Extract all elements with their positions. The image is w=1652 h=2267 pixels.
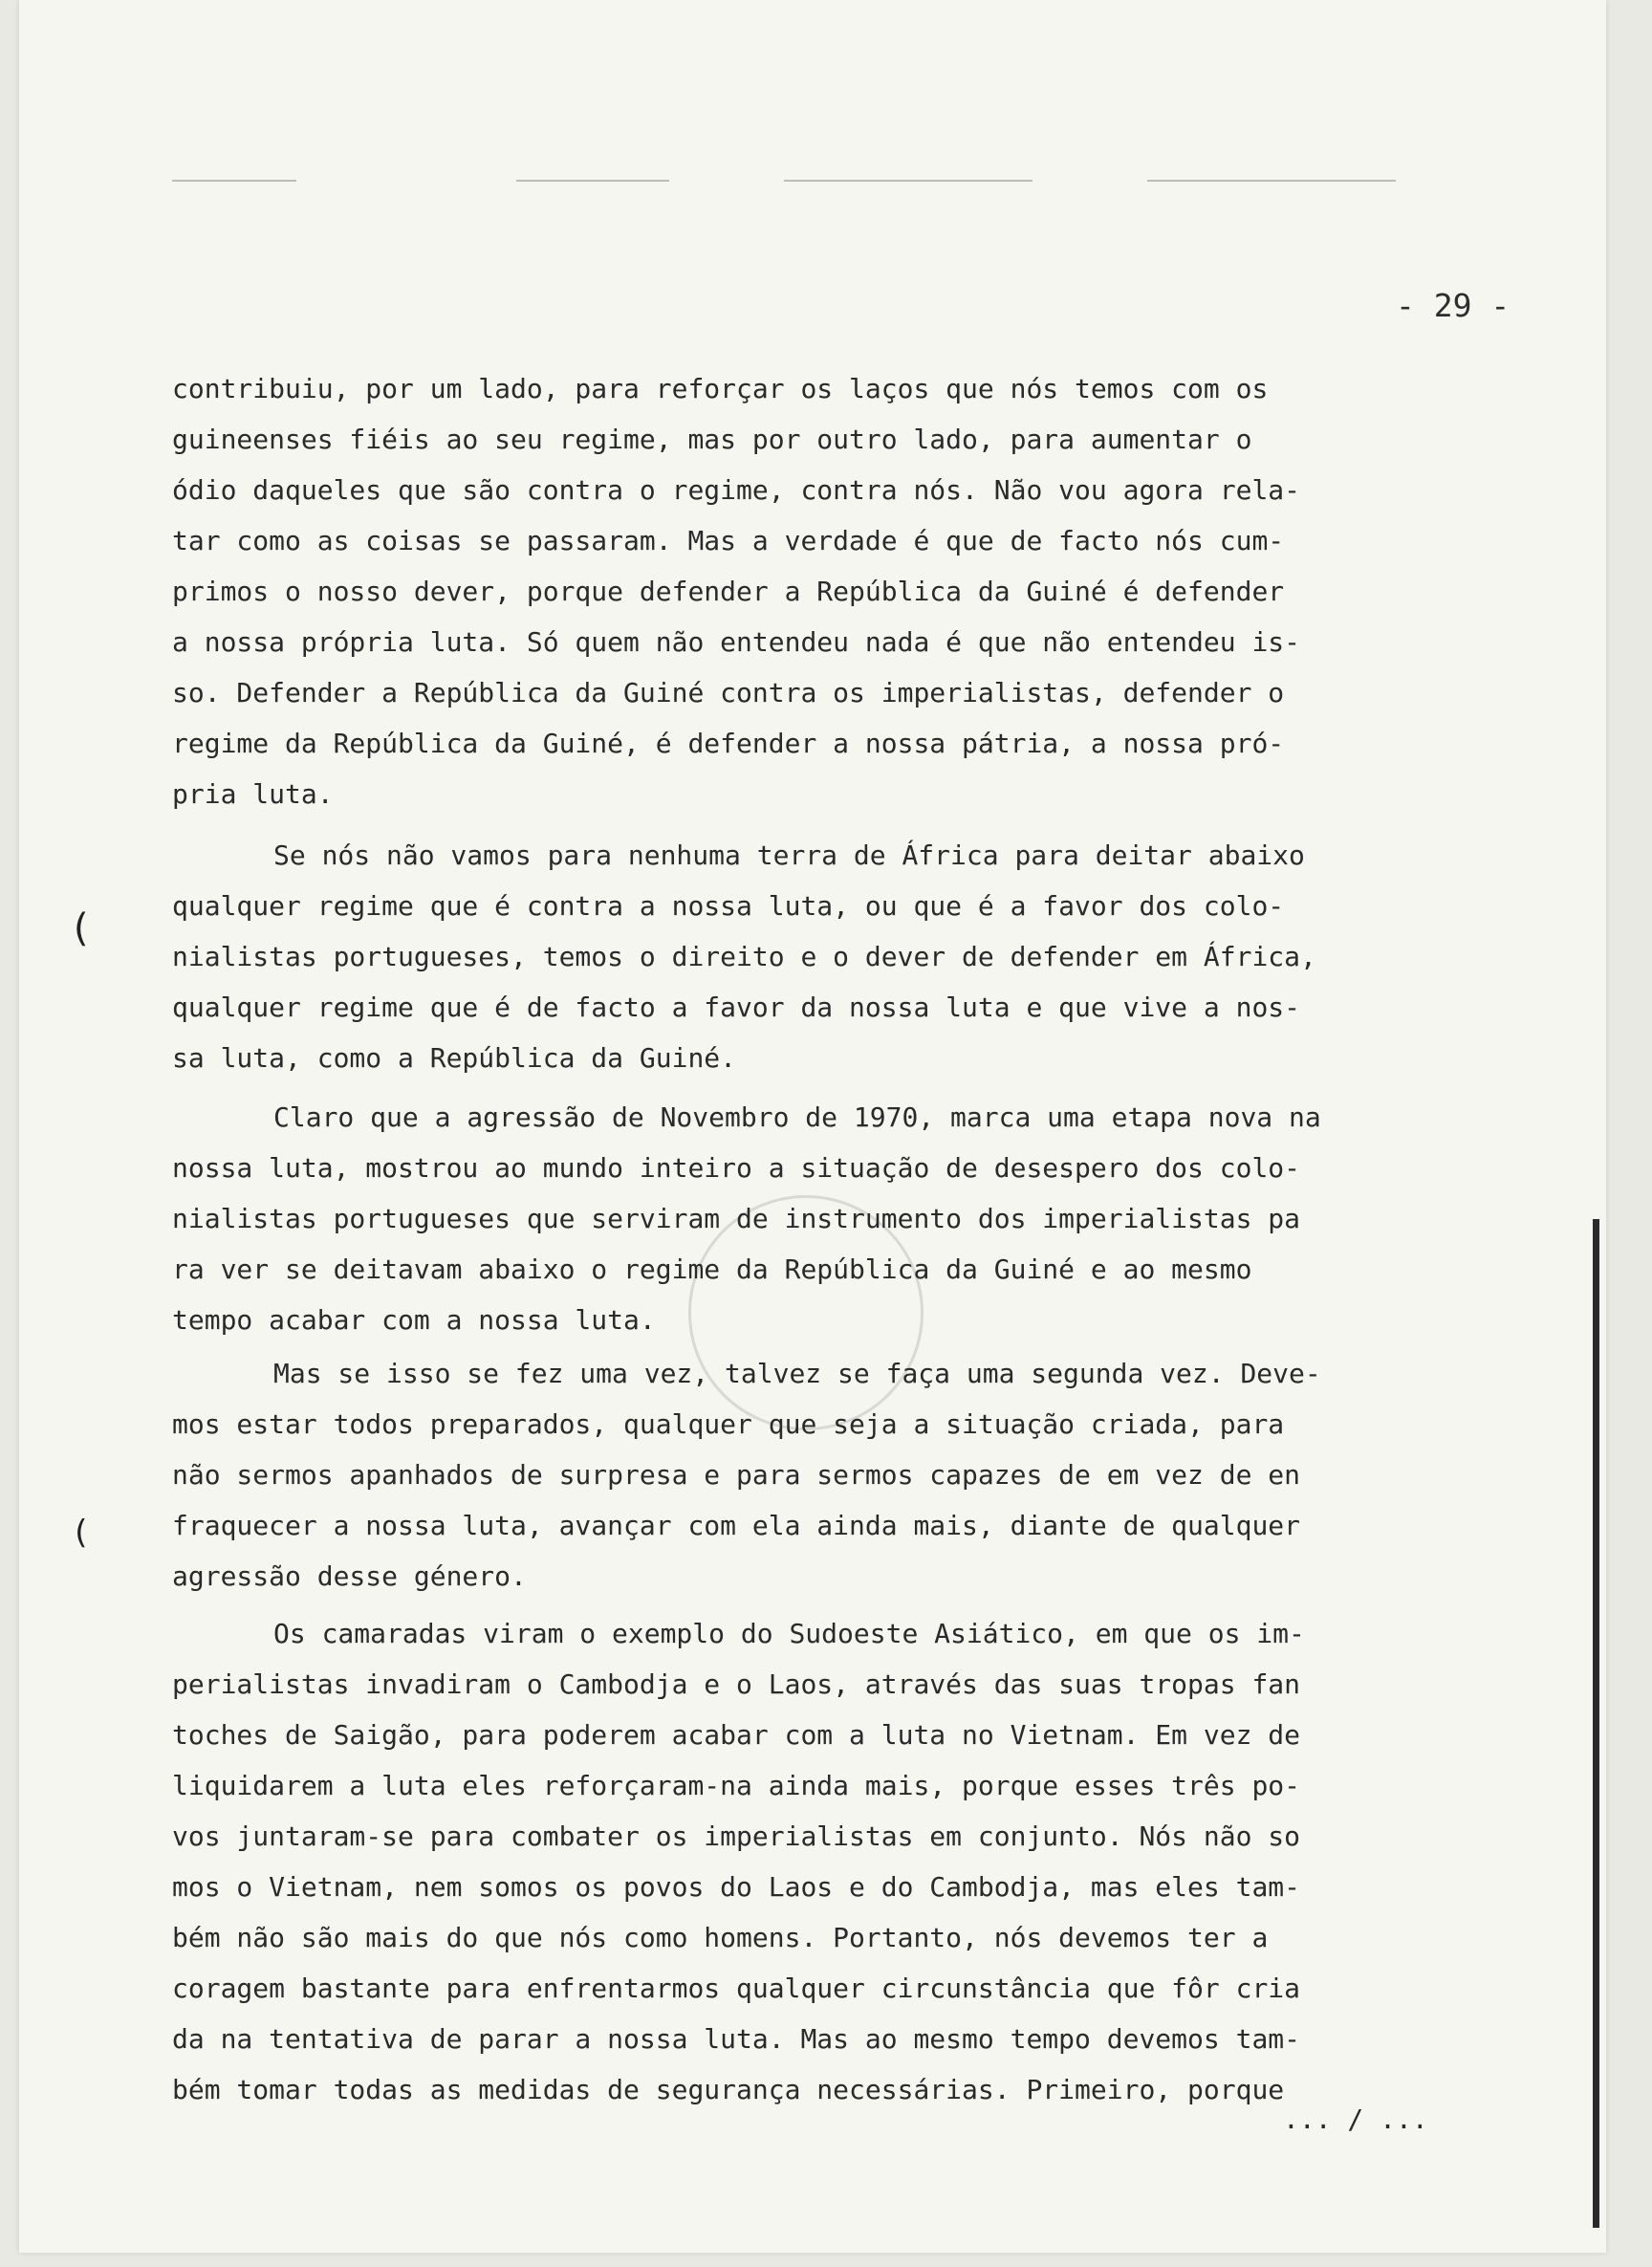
text-line: liquidarem a luta eles reforçaram-na ainda mais, porque esses três po- xyxy=(172,1770,1301,1801)
text-line: da na tentativa de parar a nossa luta. Mas ao mesmo tempo devemos tam- xyxy=(172,2023,1301,2055)
text-line: Se nós não vamos para nenhuma terra de África para deitar abaixo xyxy=(273,839,1305,871)
text-line: Os camaradas viram o exemplo do Sudoeste Asiático, em que os im- xyxy=(273,1618,1305,1649)
faint-rule xyxy=(516,180,669,182)
text-line: mos estar todos preparados, qualquer que seja a situação criada, para xyxy=(172,1408,1285,1440)
text-line: toches de Saigão, para poderem acabar com a luta no Vietnam. Em vez de xyxy=(172,1719,1301,1751)
text-line: ra ver se deitavam abaixo o regime da República da Guiné e ao mesmo xyxy=(172,1253,1252,1285)
text-line: sa luta, como a República da Guiné. xyxy=(172,1042,737,1074)
page-number: - 29 - xyxy=(1396,287,1511,324)
text-line: qualquer regime que é de facto a favor da nossa luta e que vive a nos- xyxy=(172,992,1301,1023)
document-page xyxy=(19,0,1606,2253)
text-line: vos juntaram-se para combater os imperialistas em conjunto. Nós não so xyxy=(172,1820,1301,1852)
text-line: ódio daqueles que são contra o regime, contra nós. Não vou agora rela- xyxy=(172,474,1301,506)
text-line: nossa luta, mostrou ao mundo inteiro a situação de desespero dos colo- xyxy=(172,1152,1301,1184)
paragraph-5 xyxy=(172,1608,1305,2115)
text-line: pria luta. xyxy=(172,778,334,810)
continuation-marker: ... / ... xyxy=(1283,2104,1428,2135)
text-line: mos o Vietnam, nem somos os povos do Laos e do Cambodja, mas eles tam- xyxy=(172,1871,1301,1903)
text-line: contribuiu, por um lado, para reforçar os laços que nós temos com os xyxy=(172,373,1269,404)
faint-rule xyxy=(172,180,296,182)
text-line: nialistas portugueses, temos o direito e o dever de defender em África, xyxy=(172,941,1316,972)
text-line: bém tomar todas as medidas de segurança necessárias. Primeiro, porque xyxy=(172,2074,1285,2105)
text-line: perialistas invadiram o Cambodja e o Laos, através das suas tropas fan xyxy=(172,1668,1301,1700)
text-line: Mas se isso se fez uma vez, talvez se faça uma segunda vez. Deve- xyxy=(273,1358,1321,1389)
margin-parenthesis: ( xyxy=(71,1514,91,1552)
text-line: bém não são mais do que nós como homens. Portanto, nós devemos ter a xyxy=(172,1922,1269,1953)
text-line: não sermos apanhados de surpresa e para sermos capazes de em vez de en xyxy=(172,1459,1301,1491)
faint-rule xyxy=(1147,180,1396,182)
text-line: regime da República da Guiné, é defender a nossa pátria, a nossa pró- xyxy=(172,728,1285,759)
text-line: Claro que a agressão de Novembro de 1970, marca uma etapa nova na xyxy=(273,1101,1321,1133)
text-line: guineenses fiéis ao seu regime, mas por outro lado, para aumentar o xyxy=(172,424,1252,455)
text-line: nialistas portugueses que serviram de instrumento dos imperialistas pa xyxy=(172,1203,1301,1234)
text-line: tar como as coisas se passaram. Mas a verdade é que de facto nós cum- xyxy=(172,525,1285,556)
text-line: coragem bastante para enfrentarmos qualquer circunstância que fôr cria xyxy=(172,1973,1301,2004)
text-line: tempo acabar com a nossa luta. xyxy=(172,1304,656,1336)
text-line: agressão desse género. xyxy=(172,1560,527,1592)
text-line: qualquer regime que é contra a nossa luta, ou que é a favor dos colo- xyxy=(172,890,1285,922)
paragraph-4 xyxy=(172,1348,1321,1602)
right-margin-bar xyxy=(1593,1219,1599,2228)
paragraph-1 xyxy=(172,363,1300,819)
margin-parenthesis: ( xyxy=(69,906,93,950)
faint-rule xyxy=(784,180,1032,182)
paragraph-3 xyxy=(172,1092,1321,1345)
text-line: primos o nosso dever, porque defender a República da Guiné é defender xyxy=(172,576,1285,607)
text-line: a nossa própria luta. Só quem não entendeu nada é que não entendeu is- xyxy=(172,626,1301,658)
text-line: fraquecer a nossa luta, avançar com ela ainda mais, diante de qualquer xyxy=(172,1510,1301,1541)
text-line: so. Defender a República da Guiné contra os imperialistas, defender o xyxy=(172,677,1285,708)
paragraph-2 xyxy=(172,830,1316,1083)
